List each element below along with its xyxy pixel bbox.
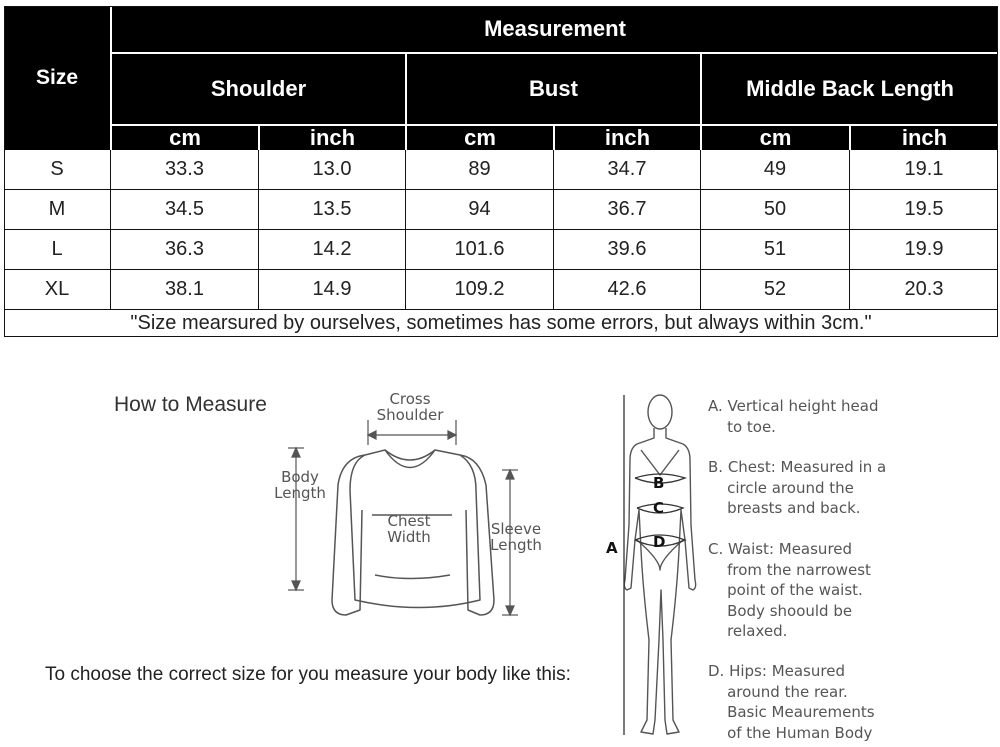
measurement-header: Measurement [112, 6, 998, 52]
value-cell: 19.9 [850, 230, 998, 270]
value-cell: 19.5 [850, 190, 998, 230]
unit-header: inch [260, 126, 405, 150]
description-c: C. Waist: Measured from the narrowest point of the waist. Body shoould be relaxed. [708, 540, 871, 640]
value-cell: 13.0 [259, 150, 406, 190]
size-table [4, 6, 998, 337]
group-header-bust: Bust [407, 54, 700, 124]
value-cell: 19.1 [850, 150, 998, 190]
value-cell: 34.7 [554, 150, 701, 190]
value-cell: 39.6 [554, 230, 701, 270]
value-cell: 34.5 [111, 190, 259, 230]
unit-header: cm [112, 126, 258, 150]
body-letter-d: D [653, 533, 666, 551]
cross-shoulder-label: Cross Shoulder [376, 390, 444, 424]
value-cell: 36.3 [111, 230, 259, 270]
chest-width-label: Chest Width [387, 512, 431, 546]
description-d: D. Hips: Measured around the rear. Basic Meaurements of the Human Body [708, 662, 875, 742]
value-cell: 14.9 [259, 270, 406, 310]
body-length-label: Body Length [274, 468, 326, 502]
body-letter-c: C [653, 499, 665, 517]
human-body-illustration [615, 390, 705, 742]
value-cell: 13.5 [259, 190, 406, 230]
value-cell: 50 [701, 190, 850, 230]
value-cell: 94 [406, 190, 554, 230]
value-cell: 20.3 [850, 270, 998, 310]
table-note: "Size mearsured by ourselves, sometimes has some errors, but always within 3cm." [130, 312, 872, 334]
unit-header: inch [851, 126, 998, 150]
body-letter-b: B [653, 474, 665, 492]
value-cell: 89 [406, 150, 554, 190]
description-b: B. Chest: Measured in a circle around the breasts and back. [708, 458, 887, 517]
value-cell: 42.6 [554, 270, 701, 310]
value-cell: 38.1 [111, 270, 259, 310]
body-letter-a: A [606, 539, 618, 557]
value-cell: 36.7 [554, 190, 701, 230]
unit-header: cm [407, 126, 553, 150]
choose-size-instruction: To choose the correct size for you measure your body like this: [45, 664, 571, 685]
value-cell: 52 [701, 270, 850, 310]
group-header-middle-back-length: Middle Back Length [702, 54, 998, 124]
how-to-measure-title: How to Measure [114, 393, 267, 416]
value-cell: 49 [701, 150, 850, 190]
value-cell: 51 [701, 230, 850, 270]
unit-header: cm [702, 126, 849, 150]
size-header: Size [4, 6, 110, 150]
group-header-shoulder: Shoulder [112, 54, 405, 124]
sleeve-length-label: Sleeve Length [490, 520, 542, 554]
value-cell: 109.2 [406, 270, 554, 310]
size-cell: M [4, 190, 111, 230]
value-cell: 33.3 [111, 150, 259, 190]
size-cell: L [4, 230, 111, 270]
description-a: A. Vertical height head to toe. [708, 397, 879, 436]
value-cell: 101.6 [406, 230, 554, 270]
size-cell: XL [4, 270, 111, 310]
unit-header: inch [555, 126, 700, 150]
value-cell: 14.2 [259, 230, 406, 270]
size-cell: S [4, 150, 111, 190]
